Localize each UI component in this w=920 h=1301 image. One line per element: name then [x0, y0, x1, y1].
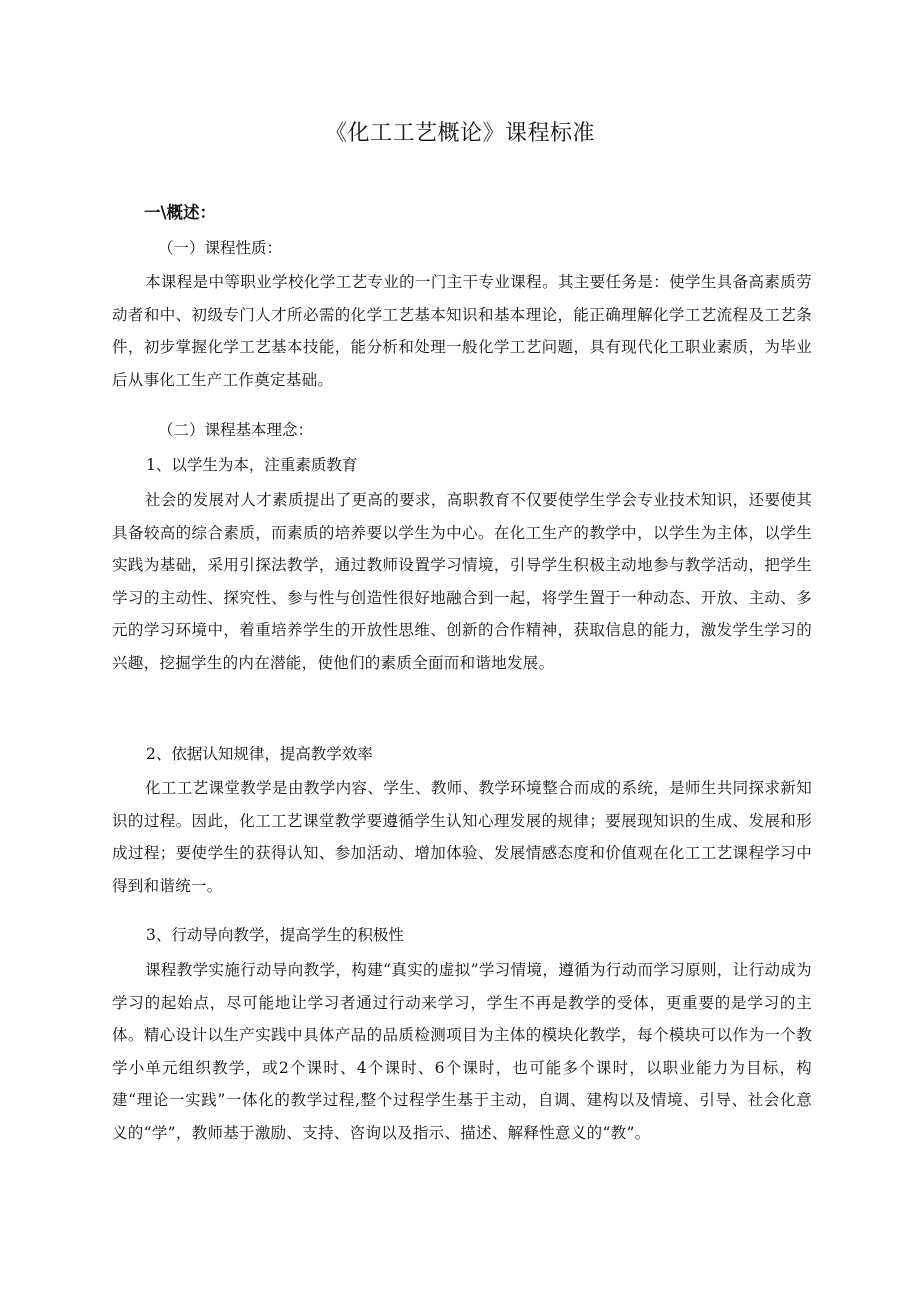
course-nature-heading: （一）课程性质：: [158, 239, 283, 257]
philosophy-item-1: 1、以学生为本，注重素质教育: [146, 456, 358, 474]
philosophy-item-2-paragraph: 化工工艺课堂教学是由教学内容、学生、教师、教学环境整合而成的系统，是师生共同探求新知识的过程。因此，化工工艺课堂教学要遵循学生认知心理发展的规律；要展现知识的生成、发展和形成过程；要使学生的获得认知、参加活动、增加体验、发展情感态度和价值观在化工工艺课程学习中得到和谐统一。: [112, 779, 812, 895]
document-title: 《化工工艺概论》课程标准: [324, 121, 595, 146]
philosophy-item-1-paragraph: 社会的发展对人才素质提出了更高的要求，高职教育不仅要使学生学会专业技术知识，还要使其具备较高的综合素质，而素质的培养要以学生为中心。在化工生产的教学中，以学生为主体，以学生实践为基础，采用引探法教学，通过教师设置学习情境，引导学生积极主动地参与教学活动，把学生学习的主动性、探究性、参与性与创造性很好地融合到一起，将学生置于一种动态、开放、主动、多元的学习环境中，着重培养学生的开放性思维、创新的合作精神，获取信息的能力，激发学生学习的兴趣，挖掘学生的内在潜能，使他们的素质全面而和谐地发展。: [112, 491, 812, 672]
course-nature-paragraph: 本课程是中等职业学校化学工艺专业的一门主干专业课程。其主要任务是：使学生具备高素质劳动者和中、初级专门人才所必需的化学工艺基本知识和基本理论，能正确理解化学工艺流程及工艺条件，初步掌握化学工艺基本技能，能分析和处理一般化学工艺问题，具有现代化工职业素质，为毕业后从事化工生产工作奠定基础。: [112, 273, 812, 389]
philosophy-item-3-paragraph: 课程教学实施行动导向教学，构建“真实的虚拟”学习情境，遵循为行动而学习原则，让行动成为学习的起始点，尽可能地让学习者通过行动来学习，学生不再是教学的受体，更重要的是学习的主体。精心设计以生产实践中具体产品的品质检测项目为主体的模块化教学，每个模块可以作为一个教学小单元组织教学，或2个课时、4个课时、6个课时，也可能多个课时，以职业能力为目标，构建“理论一实践”一体化的教学过程,整个过程学生基于主动，自调、建构以及情境、引导、社会化意义的“学”，教师基于激励、支持、咨询以及指示、描述、解释性意义的“教”。: [112, 961, 812, 1142]
course-philosophy-heading: （二）课程基本理念：: [158, 421, 314, 439]
section-overview-heading: 一\概述：: [144, 203, 217, 222]
philosophy-item-3: 3、行动导向教学，提高学生的积极性: [146, 926, 404, 944]
philosophy-item-2: 2、依据认知规律，提高教学效率: [146, 745, 373, 763]
